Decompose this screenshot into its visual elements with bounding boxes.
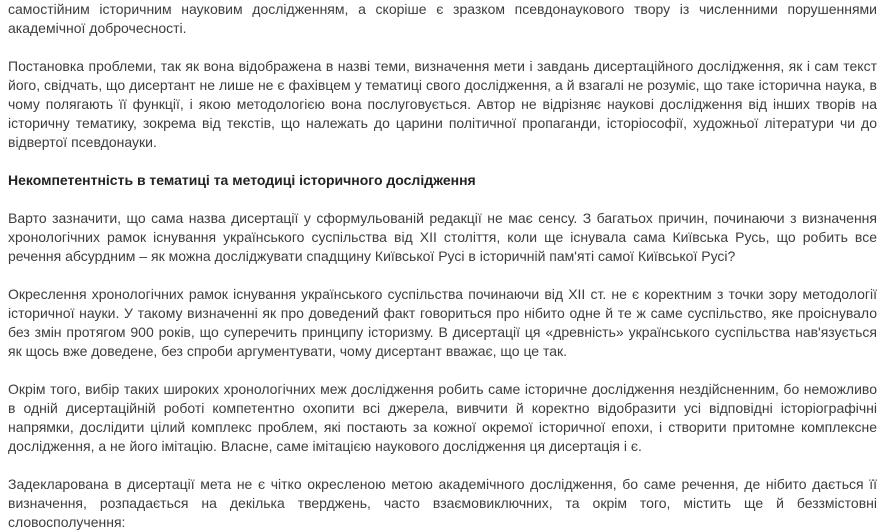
paragraph-problem-statement: Постановка проблеми, так як вона відображена в назві теми, визначення мети і завдань дисертаційного дослідження, як і сам текст його, свідчать, що дисертант не лише не є фахівцем у тематиці свого дослідження, а й взагалі не розуміє, що таке історична наука, в чому полягають її функції, і якою методологією вона послуговується. Автор не відрізняє наукові дослідження від інших творів на історичну тематику, зокрема від текстів, що належать до царини політичної пропаганди, історіософії, художньої літератури чи до відвертої псевдонауки. [8,58,877,150]
paragraph-title-meaning: Варто зазначити, що сама назва дисертації у сформульованій редакції не має сенсу. З багатьох причин, починаючи з визначення хронологічних рамок існування українського суспільства від XII століття, коли ще існувала сама Київська Русь, що робить все речення абсурдним – як можна досліджувати спадщину Київської Русі в історичній пам'яті самої Київської Русі? [8,210,877,264]
article-body [8,0,877,532]
paragraph-chronology: Окреслення хронологічних рамок існування українського суспільства починаючи від XII ст. не є коректним з точки зору методології історичної науки. У такому визначенні як про доведений факт говориться про нібито одне й те ж саме суспільство, яке проіснувало без змін протягом 900 років, що суперечить принципу історизму. В дисертації ця «древність» українського суспільства нав'язується як щось вже доведене, без спроби аргументувати, чому дисертант вважає, що це так. [8,286,877,359]
section-heading: Некомпетентність в тематиці та методиці історичного дослідження [8,172,476,188]
paragraph-intro-tail: самостійним історичним науковим дослідженням, а скоріше є зразком псевдонаукового твору із численними порушеннями академічної доброчесності. [8,1,877,36]
paragraph-goal: Задекларована в дисертації мета не є чітко окресленою метою академічного дослідження, бо саме речення, де нібито дається її визначення, розпадається на декілька тверджень, часто взаємовиключних, та окрім того, містить ще й беззмістовні словосполучення: [8,476,877,530]
paragraph-scope: Окрім того, вибір таких широких хронологічних меж дослідження робить саме історичне дослідження нездійсненним, бо неможливо в одній дисертаційній роботі компетентно охопити всі джерела, вивчити й коректно відобразити усі відповідні історіографічні напрямки, дослідити цілий комплекс проблем, які постають за кожної окремої історичної епохи, і створити притомне комплексне дослідження, а не його імітацію. Власне, саме імітацією наукового дослідження ця дисертація і є. [8,381,877,454]
